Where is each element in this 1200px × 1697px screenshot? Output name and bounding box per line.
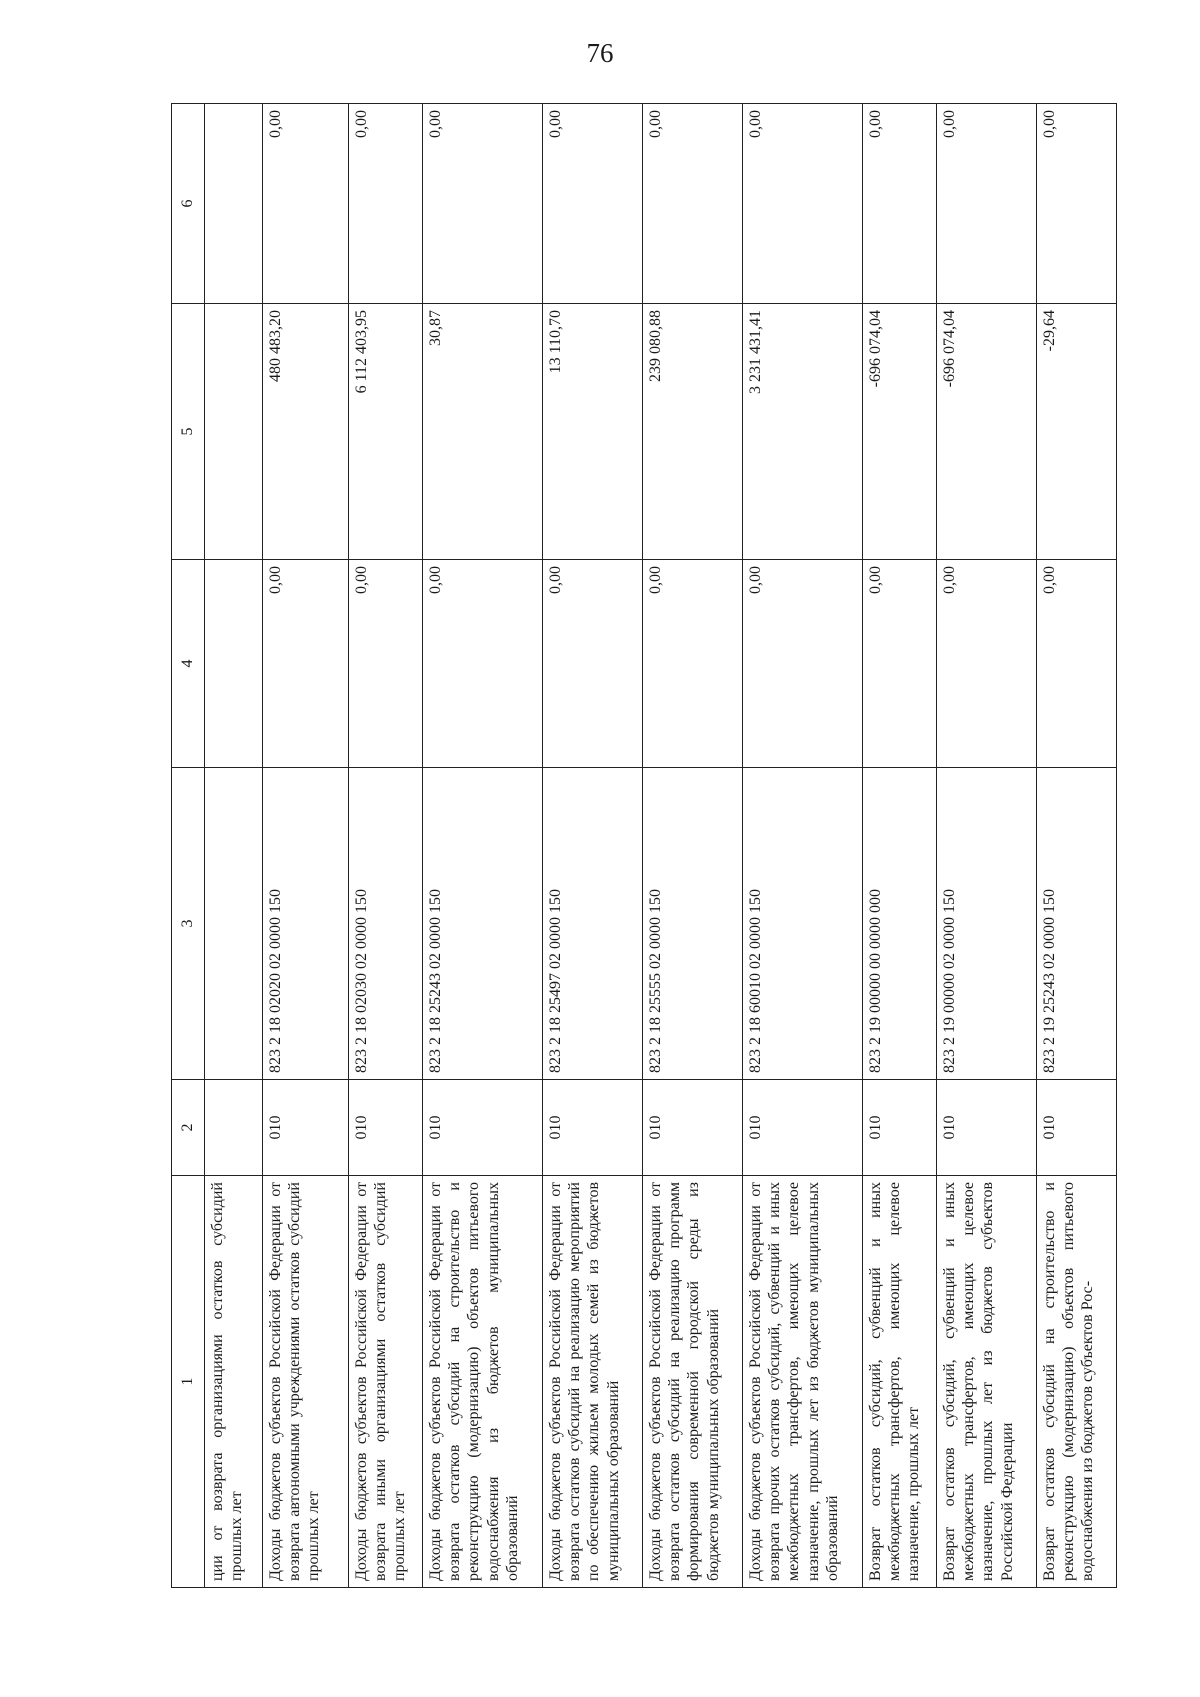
row-col5: -29,64: [1037, 304, 1117, 560]
row-col5: -696 074,04: [863, 304, 937, 560]
row-col6: [205, 104, 263, 304]
row-col5: 30,87: [423, 304, 543, 560]
row-code: 010: [863, 1080, 937, 1176]
table-row: [349, 104, 423, 1588]
row-col5: 3 231 431,41: [743, 304, 863, 560]
row-name: Доходы бюджетов субъектов Российской Федерации от возврата прочих остатков субсидий, субвенций и иных межбюджетных трансфертов, имеющих целевое назначение, прошлых лет из бюджетов муниципальных образований: [743, 1176, 863, 1588]
row-code: 010: [349, 1080, 423, 1176]
row-name: Доходы бюджетов субъектов Российской Федерации от возврата иными организациями остатков субсидий прошлых лет: [349, 1176, 423, 1588]
header-col-6: 6: [172, 104, 205, 304]
row-col4: 0,00: [937, 560, 1037, 768]
row-kbk: 823 2 19 00000 02 0000 150: [937, 768, 1037, 1080]
row-col4: 0,00: [643, 560, 743, 768]
row-col6: 0,00: [263, 104, 349, 304]
header-col-2: 2: [172, 1080, 205, 1176]
row-name: Доходы бюджетов субъектов Российской Федерации от возврата остатков субсидий на реализацию мероприятий по обеспечению жильем молодых семей из бюджетов муниципальных образований: [543, 1176, 643, 1588]
row-col4: 0,00: [1037, 560, 1117, 768]
row-name: Доходы бюджетов субъектов Российской Федерации от возврата остатков субсидий на строительство и реконструкцию (модернизацию) объектов питьевого водоснабжения из бюджетов муниципальных образований: [423, 1176, 543, 1588]
row-col5: 6 112 403,95: [349, 304, 423, 560]
table-row: [423, 104, 543, 1588]
row-code: 010: [1037, 1080, 1117, 1176]
row-name: Возврат остатков субсидий на строительство и реконструкцию (модернизацию) объектов питьевого водоснабжения из бюджетов субъектов Рос-: [1037, 1176, 1117, 1588]
table-row: [205, 104, 263, 1588]
table-row: [643, 104, 743, 1588]
row-code: 010: [263, 1080, 349, 1176]
row-code: 010: [423, 1080, 543, 1176]
row-col4: 0,00: [349, 560, 423, 768]
table-row: [937, 104, 1037, 1588]
header-col-3: 3: [172, 768, 205, 1080]
header-row: [172, 104, 205, 1588]
row-col6: 0,00: [643, 104, 743, 304]
row-col6: 0,00: [543, 104, 643, 304]
row-kbk: 823 2 18 25497 02 0000 150: [543, 768, 643, 1080]
rotated-table: [171, 104, 1111, 1588]
header-col-1: 1: [172, 1176, 205, 1588]
row-col4: 0,00: [743, 560, 863, 768]
row-code: [205, 1080, 263, 1176]
row-kbk: 823 2 18 02020 02 0000 150: [263, 768, 349, 1080]
rotated-table-container: [171, 104, 1111, 1588]
row-kbk: 823 2 18 25243 02 0000 150: [423, 768, 543, 1080]
header-col-4: 4: [172, 560, 205, 768]
table-row: [543, 104, 643, 1588]
row-kbk: 823 2 18 25555 02 0000 150: [643, 768, 743, 1080]
row-code: 010: [543, 1080, 643, 1176]
table-row: [743, 104, 863, 1588]
row-kbk: [205, 768, 263, 1080]
row-kbk: 823 2 18 02030 02 0000 150: [349, 768, 423, 1080]
row-name: Доходы бюджетов субъектов Российской Федерации от возврата остатков субсидий на реализацию программ формирования современной городской среды из бюджетов муниципальных образований: [643, 1176, 743, 1588]
row-kbk: 823 2 19 25243 02 0000 150: [1037, 768, 1117, 1080]
row-col5: 239 080,88: [643, 304, 743, 560]
row-name: Возврат остатков субсидий, субвенций и иных межбюджетных трансфертов, имеющих целевое назначение, прошлых лет: [863, 1176, 937, 1588]
row-code: 010: [643, 1080, 743, 1176]
row-col6: 0,00: [743, 104, 863, 304]
row-col6: 0,00: [1037, 104, 1117, 304]
revenue-table: [171, 103, 1117, 1588]
row-col5: -696 074,04: [937, 304, 1037, 560]
table-row: [1037, 104, 1117, 1588]
row-col5: [205, 304, 263, 560]
row-kbk: 823 2 18 60010 02 0000 150: [743, 768, 863, 1080]
row-code: 010: [743, 1080, 863, 1176]
page-number: 76: [586, 38, 614, 68]
row-name: Возврат остатков субсидий, субвенций и иных межбюджетных трансфертов, имеющих целевое назначение, прошлых лет из бюджетов субъектов Российской Федерации: [937, 1176, 1037, 1588]
row-col4: [205, 560, 263, 768]
header-col-5: 5: [172, 304, 205, 560]
row-col4: 0,00: [423, 560, 543, 768]
row-name: ции от возврата организациями остатков субсидий прошлых лет: [205, 1176, 263, 1588]
row-col6: 0,00: [863, 104, 937, 304]
table-row: [863, 104, 937, 1588]
row-code: 010: [937, 1080, 1037, 1176]
row-col5: 480 483,20: [263, 304, 349, 560]
table-row: [263, 104, 349, 1588]
row-col6: 0,00: [937, 104, 1037, 304]
row-col5: 13 110,70: [543, 304, 643, 560]
row-col6: 0,00: [349, 104, 423, 304]
row-col4: 0,00: [863, 560, 937, 768]
row-name: Доходы бюджетов субъектов Российской Федерации от возврата автономными учреждениями остатков субсидий прошлых лет: [263, 1176, 349, 1588]
row-col4: 0,00: [263, 560, 349, 768]
row-col4: 0,00: [543, 560, 643, 768]
row-kbk: 823 2 19 00000 00 0000 000: [863, 768, 937, 1080]
row-col6: 0,00: [423, 104, 543, 304]
